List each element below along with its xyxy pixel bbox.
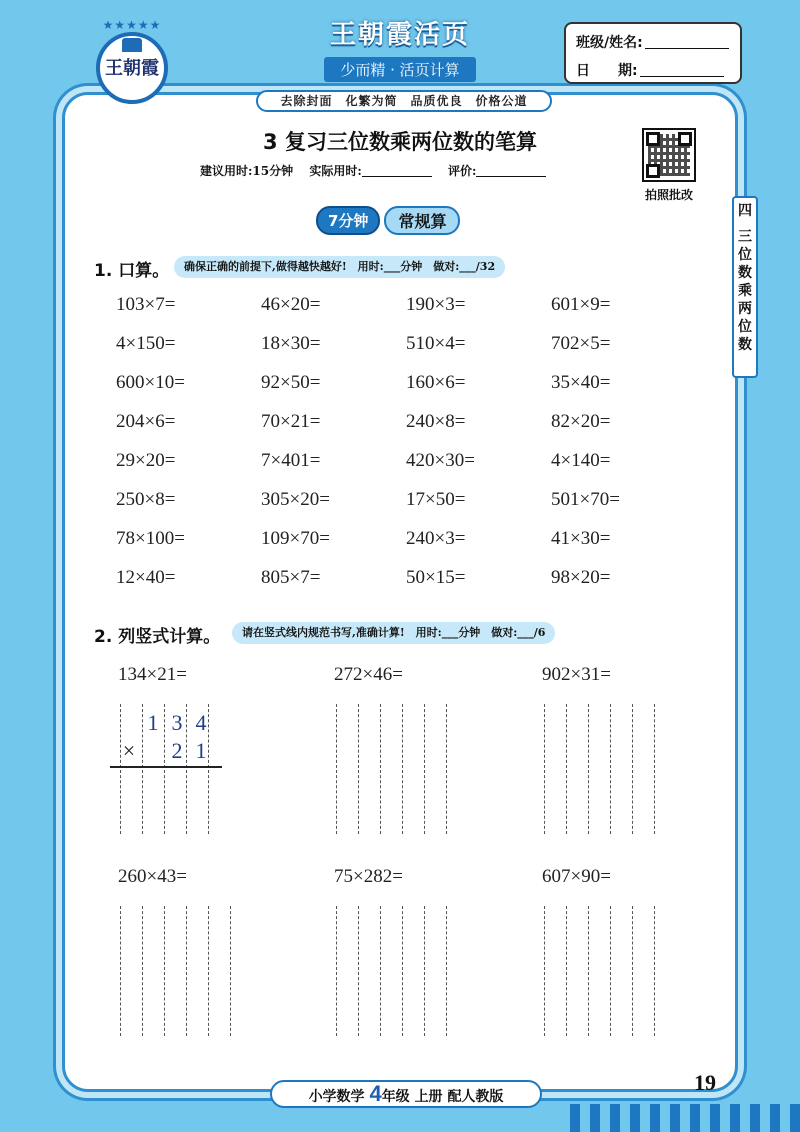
side-tab-char: 位 [738,247,752,263]
footer-term: 上册 [414,1089,443,1105]
guide-line [610,906,611,1036]
side-tab-char: 三 [738,229,752,245]
section1-heading: 1. 口算。 [94,261,170,281]
guide-line [610,704,611,834]
guide-line [358,906,359,1036]
oral-problem: 240×8= [406,411,466,432]
guide-line [358,704,359,834]
guide-line [120,704,121,834]
class-name-row [576,32,729,52]
guide-line [654,906,655,1036]
side-tab-char: 数 [738,265,752,281]
vertical-problem: 272×46= [334,664,403,685]
side-tab-char: 乘 [738,283,752,299]
castle-icon [122,38,142,52]
guide-line [632,704,633,834]
section2-tip: 请在竖式线内规范书写,准确计算! 用时:___分钟 做对:___/6 [232,622,555,644]
problem-row [116,450,696,489]
oral-problem: 92×50= [261,372,321,393]
guide-line [588,906,589,1036]
guide-line [402,906,403,1036]
brand-subtitle: 少而精 · 活页计算 [324,57,475,82]
writing-guides[interactable] [544,704,655,834]
oral-problems-grid [116,294,696,606]
guide-line [544,906,545,1036]
example-digit: 3 [171,710,183,735]
oral-problem: 702×5= [551,333,611,354]
class-name-label: 班级/姓名: [576,35,643,51]
banner-time: 7分钟 [316,206,380,235]
guide-line [380,704,381,834]
problem-row [116,489,696,528]
guide-line [588,704,589,834]
guide-line [120,906,121,1036]
oral-problem: 240×3= [406,528,466,549]
date-label: 日 期: [576,63,638,79]
problem-row [116,567,696,606]
oral-problem: 510×4= [406,333,466,354]
multiply-sign: × [122,738,136,763]
logo-text: 王朝霞 [105,58,159,79]
guide-line [424,906,425,1036]
actual-time-field[interactable] [362,165,432,177]
guide-line [446,906,447,1036]
example-digit: 1 [195,738,207,763]
side-tab-char: 两 [738,301,752,317]
side-tab-char: 四 [738,203,752,219]
rating-field[interactable] [476,165,546,177]
vertical-problem: 75×282= [334,866,403,887]
oral-problem: 70×21= [261,411,321,432]
example-digit: 4 [195,710,207,735]
brand-title: 王朝霞活页 [329,20,470,50]
oral-problem: 160×6= [406,372,466,393]
guide-line [654,704,655,834]
oral-problem: 109×70= [261,528,330,549]
suggested-time: 建议用时:15分钟 [200,164,294,178]
oral-problem: 12×40= [116,567,176,588]
writing-guides[interactable] [544,906,655,1036]
footer-grade: 4 [369,1081,382,1106]
class-name-field[interactable] [645,35,729,49]
oral-problem: 82×20= [551,411,611,432]
writing-guides[interactable] [336,704,447,834]
oral-problem: 35×40= [551,372,611,393]
problem-row [116,528,696,567]
rating-label: 评价: [447,164,477,178]
guide-line [566,704,567,834]
guide-line [164,906,165,1036]
guide-line [164,704,165,834]
chapter-side-tab [732,196,758,378]
guide-line [186,906,187,1036]
guide-line [336,704,337,834]
oral-problem: 46×20= [261,294,321,315]
section-banner [316,206,460,234]
qr-label: 拍照批改 [644,188,693,202]
brand-header [300,14,500,82]
writing-guides[interactable] [120,906,231,1036]
vertical-problem: 260×43= [118,866,187,887]
date-field[interactable] [640,63,724,77]
actual-time-label: 实际用时: [309,164,362,178]
oral-problem: 29×20= [116,450,176,471]
oral-problem: 98×20= [551,567,611,588]
guide-line [632,906,633,1036]
guide-line [380,906,381,1036]
footer-grade-suffix: 年级 [381,1089,410,1105]
footer-edition: 配人教版 [447,1089,504,1105]
oral-problem: 600×10= [116,372,185,393]
example-digit: 1 [147,710,159,735]
oral-problem: 17×50= [406,489,466,510]
oral-problem: 4×150= [116,333,176,354]
decorative-stripes [570,1104,800,1132]
oral-problem: 50×15= [406,567,466,588]
problem-row [116,372,696,411]
oral-problem: 601×9= [551,294,611,315]
qr-corner [646,132,660,146]
student-info-box [564,22,742,84]
stars-icon: ★★★★★ [102,18,162,32]
oral-problem: 420×30= [406,450,475,471]
guide-line [230,906,231,1036]
example-result-line [110,766,222,768]
vertical-problem: 134×21= [118,664,187,685]
oral-problem: 18×30= [261,333,321,354]
qr-corner [646,164,660,178]
page-title: 3 复习三位数乘两位数的笔算 [263,130,537,154]
timing-line [200,162,620,179]
page-number: 19 [694,1070,716,1095]
oral-problem: 41×30= [551,528,611,549]
date-row [576,60,724,80]
guide-line [208,906,209,1036]
banner-label: 常规算 [384,206,460,235]
section1-tip: 确保正确的前提下,做得越快越好! 用时:___分钟 做对:___/32 [174,256,505,278]
oral-problem: 501×70= [551,489,620,510]
guide-line [566,906,567,1036]
guide-line [446,704,447,834]
oral-problem: 103×7= [116,294,176,315]
oral-problem: 78×100= [116,528,185,549]
problem-row [116,333,696,372]
side-tab-char: 数 [738,337,752,353]
problem-row [116,294,696,333]
vertical-problem: 902×31= [542,664,611,685]
oral-problem: 4×140= [551,450,611,471]
vertical-problem: 607×90= [542,866,611,887]
qr-corner [678,132,692,146]
guide-line [402,704,403,834]
qr-code [642,128,696,182]
oral-problem: 204×6= [116,411,176,432]
guide-line [142,906,143,1036]
guide-line [544,704,545,834]
guide-line [336,906,337,1036]
oral-problem: 7×401= [261,450,321,471]
oral-problem: 305×20= [261,489,330,510]
oral-problem: 250×8= [116,489,176,510]
footer-subject: 小学数学 [308,1089,365,1105]
slogan: 去除封面 化繁为简 品质优良 价格公道 [256,90,552,112]
oral-problem: 190×3= [406,294,466,315]
footer-label [270,1080,542,1108]
problem-row [116,411,696,450]
publisher-logo [88,18,174,108]
writing-guides[interactable] [336,906,447,1036]
oral-problem: 805×7= [261,567,321,588]
example-digit: 2 [171,738,183,763]
guide-line [424,704,425,834]
side-tab-char: 位 [738,319,752,335]
section2-heading: 2. 列竖式计算。 [94,627,221,647]
